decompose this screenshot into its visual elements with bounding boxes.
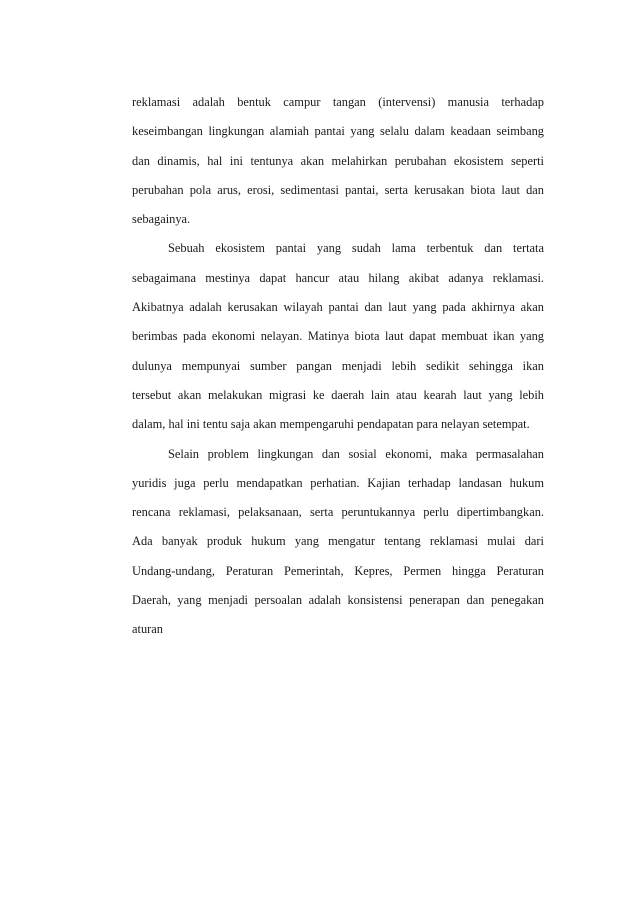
text-line: tersebut akan melakukan migrasi ke daerah lain atau kearah laut yang lebih bbox=[132, 387, 544, 402]
text-line: Selain problem lingkungan dan sosial ekonomi, maka permasalahan bbox=[168, 446, 544, 461]
text-line: dulunya mempunyai sumber pangan menjadi lebih sedikit sehingga ikan bbox=[132, 358, 544, 373]
text-line: Akibatnya adalah kerusakan wilayah pantai dan laut yang pada akhirnya akan bbox=[132, 300, 544, 315]
text-line: dalam, hal ini tentu saja akan mempengaruhi pendapatan para nelayan setempat. bbox=[132, 417, 530, 432]
text-line: aturan bbox=[132, 622, 163, 637]
text-line: Undang-undang, Peraturan Pemerintah, Kepres, Permen hingga Peraturan bbox=[132, 563, 544, 578]
text-line: dan dinamis, hal ini tentunya akan melahirkan perubahan ekosistem seperti bbox=[132, 153, 544, 168]
text-line: sebagainya. bbox=[132, 212, 191, 227]
body-text bbox=[132, 88, 544, 645]
text-line: rencana reklamasi, pelaksanaan, serta peruntukannya perlu dipertimbangkan. bbox=[132, 505, 544, 520]
text-line: sebagaimana mestinya dapat hancur atau hilang akibat adanya reklamasi. bbox=[132, 270, 544, 285]
text-line: yuridis juga perlu mendapatkan perhatian. Kajian terhadap landasan hukum bbox=[132, 475, 544, 490]
text-line: berimbas pada ekonomi nelayan. Matinya biota laut dapat membuat ikan yang bbox=[132, 329, 544, 344]
text-line: Ada banyak produk hukum yang mengatur tentang reklamasi mulai dari bbox=[132, 534, 544, 549]
text-line: keseimbangan lingkungan alamiah pantai yang selalu dalam keadaan seimbang bbox=[132, 124, 544, 139]
text-line: Daerah, yang menjadi persoalan adalah konsistensi penerapan dan penegakan bbox=[132, 593, 544, 608]
text-line: reklamasi adalah bentuk campur tangan (intervensi) manusia terhadap bbox=[132, 95, 544, 109]
text-line: perubahan pola arus, erosi, sedimentasi pantai, serta kerusakan biota laut dan bbox=[132, 182, 544, 197]
text-line: Sebuah ekosistem pantai yang sudah lama terbentuk dan tertata bbox=[168, 241, 544, 256]
